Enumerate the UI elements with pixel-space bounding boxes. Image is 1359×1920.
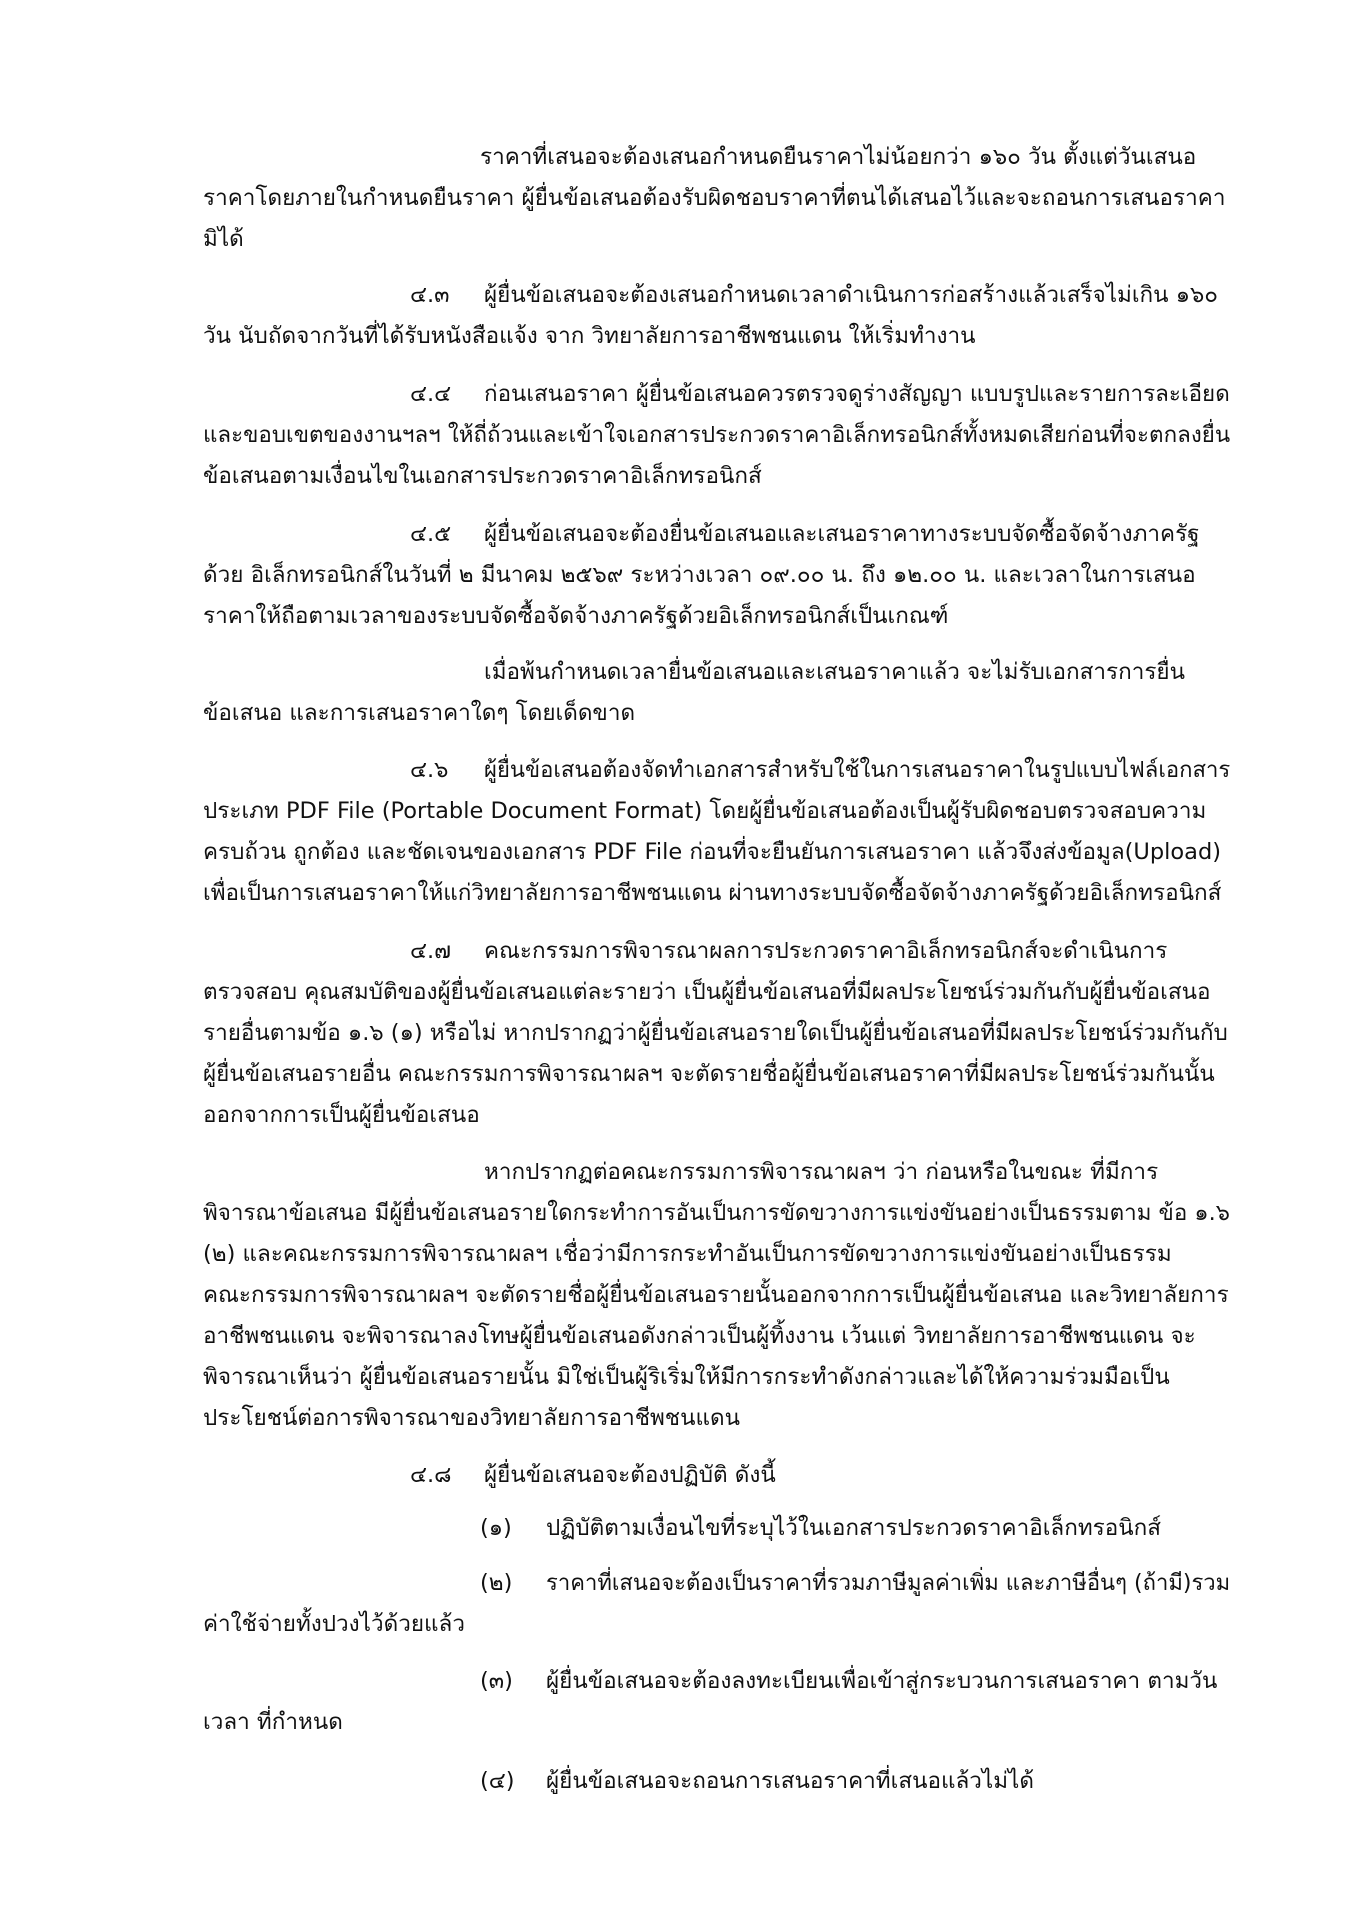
- doc-line: ผู้ยื่นข้อเสนอจะถอนการเสนอราคาที่เสนอแล้วไม่ได้: [546, 1768, 1034, 1794]
- doc-line: ผู้ยื่นข้อเสนอจะต้องลงทะเบียนเพื่อเข้าสู่กระบวนการเสนอราคา ตามวัน: [546, 1668, 1218, 1694]
- item-number: (๓): [480, 1668, 513, 1694]
- doc-line: พิจารณาข้อเสนอ มีผู้ยื่นข้อเสนอรายใดกระทำการอันเป็นการขัดขวางการแข่งขันอย่างเป็นธรรมตาม ข้อ ๑.๖: [203, 1200, 1230, 1226]
- doc-line: วัน นับถัดจากวันที่ได้รับหนังสือแจ้ง จาก วิทยาลัยการอาชีพชนแดน ให้เริ่มทำงาน: [203, 323, 976, 349]
- doc-line: ตรวจสอบ คุณสมบัติของผู้ยื่นข้อเสนอแต่ละรายว่า เป็นผู้ยื่นข้อเสนอที่มีผลประโยชน์ร่วมกันกับผู้ยื่นข้อเสนอ: [203, 979, 1211, 1005]
- section-number: ๔.๓: [410, 282, 450, 308]
- doc-line: เมื่อพ้นกำหนดเวลายื่นข้อเสนอและเสนอราคาแล้ว จะไม่รับเอกสารการยื่น: [484, 659, 1185, 685]
- section-number: ๔.๘: [410, 1462, 452, 1488]
- doc-line: ราคาให้ถือตามเวลาของระบบจัดซื้อจัดจ้างภาครัฐด้วยอิเล็กทรอนิกส์เป็นเกณฑ์: [203, 603, 949, 629]
- doc-line: ผู้ยื่นข้อเสนอต้องจัดทำเอกสารสำหรับใช้ในการเสนอราคาในรูปแบบไฟล์เอกสาร: [484, 757, 1231, 783]
- doc-line: ผู้ยื่นข้อเสนอจะต้องปฏิบัติ ดังนี้: [484, 1462, 776, 1488]
- doc-line: และขอบเขตของงานฯลฯ ให้ถี่ถ้วนและเข้าใจเอกสารประกวดราคาอิเล็กทรอนิกส์ทั้งหมดเสียก่อนที่จะตกลงยื่น: [203, 422, 1231, 448]
- item-number: (๑): [480, 1515, 512, 1541]
- doc-line: ข้อเสนอตามเงื่อนไขในเอกสารประกวดราคาอิเล็กทรอนิกส์: [203, 463, 762, 489]
- doc-line: ครบถ้วน ถูกต้อง และชัดเจนของเอกสาร PDF File ก่อนที่จะยืนยันการเสนอราคา แล้วจึงส่งข้อมูล(Upload): [203, 839, 1222, 865]
- doc-line: เพื่อเป็นการเสนอราคาให้แก่วิทยาลัยการอาชีพชนแดน ผ่านทางระบบจัดซื้อจัดจ้างภาครัฐด้วยอิเล็กทรอนิกส์: [203, 880, 1222, 906]
- doc-line: ราคาที่เสนอจะต้องเป็นราคาที่รวมภาษีมูลค่าเพิ่ม และภาษีอื่นๆ (ถ้ามี)รวม: [546, 1570, 1231, 1596]
- doc-line: หากปรากฏต่อคณะกรรมการพิจารณาผลฯ ว่า ก่อนหรือในขณะ ที่มีการ: [484, 1159, 1159, 1185]
- doc-line: ออกจากการเป็นผู้ยื่นข้อเสนอ: [203, 1102, 480, 1128]
- doc-line: ประโยชน์ต่อการพิจารณาของวิทยาลัยการอาชีพชนแดน: [203, 1405, 740, 1431]
- doc-line: ผู้ยื่นข้อเสนอจะต้องยื่นข้อเสนอและเสนอราคาทางระบบจัดซื้อจัดจ้างภาครัฐ: [484, 521, 1200, 547]
- section-number: ๔.๕: [410, 521, 452, 547]
- section-number: ๔.๔: [410, 381, 452, 407]
- section-number: ๔.๖: [410, 757, 449, 783]
- doc-line: ผู้ยื่นข้อเสนอรายอื่น คณะกรรมการพิจารณาผลฯ จะตัดรายชื่อผู้ยื่นข้อเสนอราคาที่มีผลประโยชน์ร่วมกันนั้น: [203, 1061, 1215, 1087]
- doc-line: ปฏิบัติตามเงื่อนไขที่ระบุไว้ในเอกสารประกวดราคาอิเล็กทรอนิกส์: [546, 1515, 1162, 1541]
- doc-line: มิได้: [203, 226, 244, 252]
- doc-line: เวลา ที่กำหนด: [203, 1709, 343, 1735]
- doc-line: ค่าใช้จ่ายทั้งปวงไว้ด้วยแล้ว: [203, 1611, 465, 1637]
- doc-line: ราคาที่เสนอจะต้องเสนอกำหนดยืนราคาไม่น้อยกว่า ๑๖๐ วัน ตั้งแต่วันเสนอ: [480, 144, 1197, 170]
- doc-line: ราคาโดยภายในกำหนดยืนราคา ผู้ยื่นข้อเสนอต้องรับผิดชอบราคาที่ตนได้เสนอไว้และจะถอนการเสนอราคา: [203, 185, 1226, 211]
- doc-line: ประเภท PDF File (Portable Document Format) โดยผู้ยื่นข้อเสนอต้องเป็นผู้รับผิดชอบตรวจสอบความ: [203, 798, 1207, 824]
- doc-line: (๒) และคณะกรรมการพิจารณาผลฯ เชื่อว่ามีการกระทำอันเป็นการขัดขวางการแข่งขันอย่างเป็นธรรม: [203, 1241, 1172, 1267]
- doc-line: คณะกรรมการพิจารณาผลการประกวดราคาอิเล็กทรอนิกส์จะดำเนินการ: [484, 938, 1168, 964]
- item-number: (๒): [480, 1570, 513, 1596]
- doc-line: ก่อนเสนอราคา ผู้ยื่นข้อเสนอควรตรวจดูร่างสัญญา แบบรูปและรายการละเอียด: [484, 381, 1230, 407]
- doc-line: ด้วย อิเล็กทรอนิกส์ในวันที่ ๒ มีนาคม ๒๕๖๙ ระหว่างเวลา ๐๙.๐๐ น. ถึง ๑๒.๐๐ น. และเวลาในการเสนอ: [203, 562, 1196, 588]
- doc-line: ข้อเสนอ และการเสนอราคาใดๆ โดยเด็ดขาด: [203, 700, 636, 726]
- section-number: ๔.๗: [410, 938, 452, 964]
- doc-line: รายอื่นตามข้อ ๑.๖ (๑) หรือไม่ หากปรากฏว่าผู้ยื่นข้อเสนอรายใดเป็นผู้ยื่นข้อเสนอที่มีผลประโยชน์ร่วมกันกับ: [203, 1020, 1228, 1046]
- doc-line: อาชีพชนแดน จะพิจารณาลงโทษผู้ยื่นข้อเสนอดังกล่าวเป็นผู้ทิ้งงาน เว้นแต่ วิทยาลัยการอาชีพชนแดน จะ: [203, 1323, 1196, 1349]
- item-number: (๔): [480, 1768, 515, 1794]
- doc-line: คณะกรรมการพิจารณาผลฯ จะตัดรายชื่อผู้ยื่นข้อเสนอรายนั้นออกจากการเป็นผู้ยื่นข้อเสนอ และวิทยาลัยการ: [203, 1282, 1229, 1308]
- doc-line: พิจารณาเห็นว่า ผู้ยื่นข้อเสนอรายนั้น มิใช่เป็นผู้ริเริ่มให้มีการกระทำดังกล่าวและได้ให้ความร่วมมือเป็น: [203, 1364, 1170, 1390]
- doc-line: ผู้ยื่นข้อเสนอจะต้องเสนอกำหนดเวลาดำเนินการก่อสร้างแล้วเสร็จไม่เกิน ๑๖๐: [484, 282, 1219, 308]
